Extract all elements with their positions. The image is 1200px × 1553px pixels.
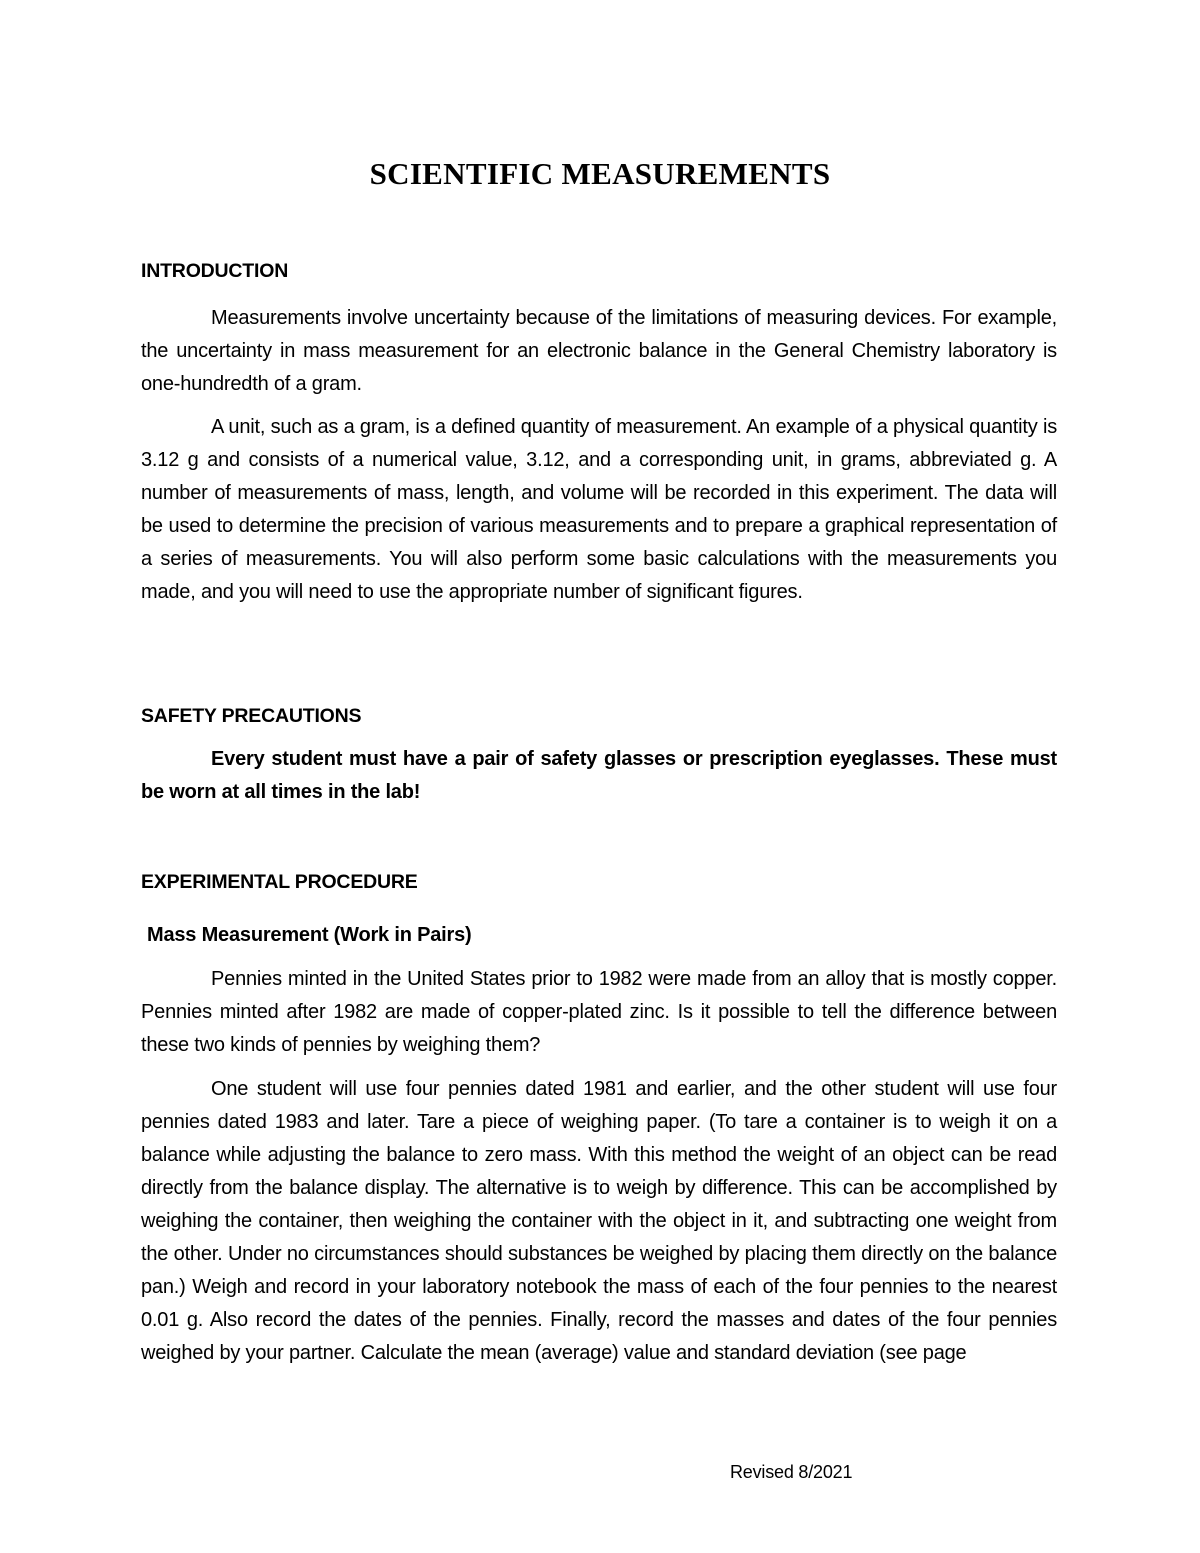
procedure-paragraph: One student will use four pennies dated 1981 and earlier, and the other student will use four pennies dated 1983 and later. Tare a piece of weighing paper. (To tare a container is to weigh it on a balance while adjusting the balance to zero mass. With this method the weight of an object can be read directly from the balance display. The alternative is to weigh by difference. This can be accomplished by weighing the container, then weighing the container with the object in it, and subtracting one weight from the other. Under no circumstances should substances be weighed by placing them directly on the balance pan.) Weigh and record in your laboratory notebook the mass of each of the four pennies to the nearest 0.01 g. Also record the dates of the pennies. Finally, record the masses and dates of the four pennies weighed by your partner. Calculate the mean (average) value and standard deviation (see page — [141, 1078, 1057, 1364]
mass-measurement-subheading: Mass Measurement (Work in Pairs) — [147, 924, 472, 946]
procedure-paragraph: Pennies minted in the United States prior to 1982 were made from an alloy that is mostly copper. Pennies minted after 1982 are made of copper-plated zinc. Is it possible to tell the difference between these two kinds of pennies by weighing them? — [141, 968, 1057, 1056]
revision-footer: Revised 8/2021 — [730, 1462, 853, 1482]
introduction-paragraph: A unit, such as a gram, is a defined quantity of measurement. An example of a physical quantity is 3.12 g and consists of a numerical value, 3.12, and a corresponding unit, in grams, abbreviated g. A number of measurements of mass, length, and volume will be recorded in this experiment. The data will be used to determine the precision of various measurements and to prepare a graphical representation of a series of measurements. You will also perform some basic calculations with the measurements you made, and you will need to use the appropriate number of significant figures. — [141, 416, 1057, 603]
procedure-heading: EXPERIMENTAL PROCEDURE — [141, 871, 418, 893]
introduction-heading: INTRODUCTION — [141, 260, 289, 282]
page-title: SCIENTIFIC MEASUREMENTS — [369, 156, 831, 191]
introduction-paragraph: Measurements involve uncertainty because of the limitations of measuring devices. For example, the uncertainty in mass measurement for an electronic balance in the General Chemistry laboratory is one-hundredth of a gram. — [141, 307, 1057, 395]
safety-heading: SAFETY PRECAUTIONS — [141, 705, 362, 727]
safety-warning: Every student must have a pair of safety glasses or prescription eyeglasses. These must be worn at all times in the lab! — [141, 748, 1057, 803]
